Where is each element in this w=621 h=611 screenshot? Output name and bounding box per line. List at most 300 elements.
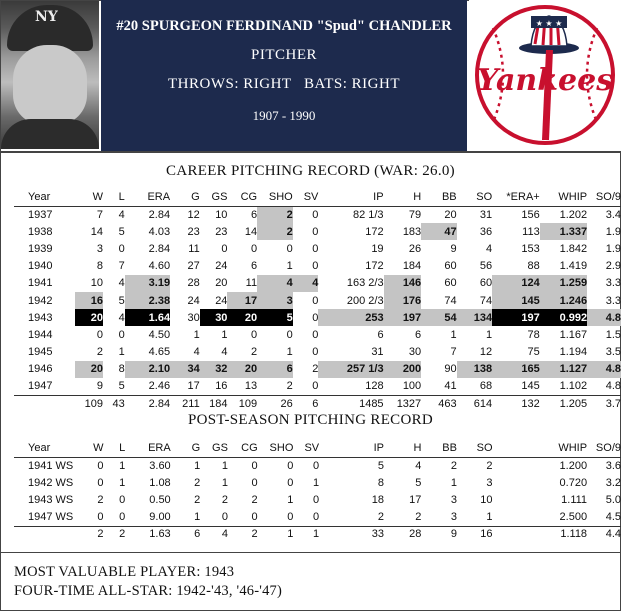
stat-cell: 200 — [384, 361, 422, 378]
table-row — [28, 292, 621, 309]
stat-cell: 27 — [187, 260, 200, 273]
stat-cell: 2 — [450, 459, 457, 472]
stat-cell: 75 — [527, 346, 540, 359]
stat-cell: 16 — [215, 380, 228, 393]
stat-cell: 0 — [251, 476, 258, 489]
stat-cell — [493, 457, 540, 474]
table-rule — [14, 395, 621, 396]
stat-cell: 165 — [492, 361, 540, 378]
stat-cell: 3 — [96, 242, 104, 255]
stat-cell: 1 — [221, 476, 228, 489]
svg-text:★ ★ ★: ★ ★ ★ — [535, 19, 563, 28]
stat-cell: 163 2/3 — [346, 277, 384, 290]
throws-bats: THROWS: RIGHT BATS: RIGHT — [168, 76, 400, 92]
stat-cell: 184 — [209, 397, 228, 410]
stat-cell: 2.84 — [148, 208, 171, 221]
stat-cell: 1 — [287, 493, 294, 506]
stat-cell: 1941 WS — [28, 459, 74, 472]
stat-cell: 9 — [450, 242, 457, 255]
postseason-title: POST-SEASON PITCHING RECORD — [187, 412, 434, 428]
stat-cell: 4.8 — [587, 361, 621, 378]
stat-cell: 16 — [480, 528, 493, 541]
stat-cell — [493, 474, 540, 491]
stat-cell: 4.65 — [148, 346, 171, 359]
stat-cell: 0 — [221, 511, 228, 524]
stat-cell: BB — [441, 191, 457, 203]
stat-cell — [493, 509, 540, 526]
logo-wordmark: Yankees — [476, 63, 614, 98]
stat-cell: 0 — [312, 311, 319, 324]
stat-cell: 2 — [486, 459, 493, 472]
stat-cell: 1 — [450, 476, 457, 489]
table-row — [28, 509, 621, 526]
stat-cell: 7 — [118, 260, 125, 273]
stat-cell: 138 — [457, 361, 492, 378]
stat-cell: 463 — [438, 397, 457, 410]
stat-cell: 5 — [415, 476, 422, 489]
card-header — [0, 0, 621, 151]
stat-cell: 0 — [97, 476, 104, 489]
stat-cell: 0 — [221, 242, 228, 255]
stat-cell: 7 — [96, 208, 104, 221]
stat-cell: 2 — [286, 380, 293, 393]
stat-cell: *ERA+ — [506, 191, 540, 203]
table-row — [28, 344, 621, 361]
stat-cell: 9 — [450, 528, 457, 541]
stat-cell: 28 — [409, 528, 422, 541]
stat-cell: 6 — [257, 361, 293, 378]
stat-cell: 5 — [118, 225, 125, 238]
stat-cell: 23 — [187, 225, 200, 238]
stat-cell: 8 — [118, 363, 125, 376]
stat-cell: 4 — [486, 242, 493, 255]
stat-cell: 2 — [119, 528, 126, 541]
stat-cell: 4 — [221, 346, 228, 359]
allstar-award: FOUR-TIME ALL-STAR: 1942-'43, '46-'47) — [14, 583, 283, 599]
stat-cell: 0 — [287, 511, 294, 524]
stat-cell: 1943 WS — [28, 493, 74, 506]
table-row — [28, 240, 621, 257]
stat-cell: 56 — [479, 260, 493, 273]
stat-cell: 23 — [215, 225, 228, 238]
stat-cell: 1.127 — [540, 361, 587, 378]
yankees-logo — [469, 0, 621, 151]
stat-cell: 2 — [377, 511, 384, 524]
stat-cell: 0 — [119, 511, 126, 524]
stat-cell: 5 — [118, 294, 125, 307]
stat-cell: 1.102 — [559, 380, 588, 393]
stat-cell: 200 2/3 — [346, 294, 384, 307]
stat-cell: 146 — [384, 275, 422, 292]
stat-cell: 2 — [221, 493, 228, 506]
stat-cell: G — [191, 191, 200, 203]
stat-cell: ERA — [147, 191, 171, 203]
stat-cell: 1 — [286, 346, 293, 359]
stat-cell: 4 — [415, 459, 422, 472]
stat-cell: 1.202 — [559, 208, 588, 221]
stat-cell: 2 — [251, 528, 258, 541]
stat-cell: 24 — [187, 294, 200, 307]
cap-logo: NY — [35, 9, 58, 25]
stat-cell: 1.167 — [559, 328, 588, 341]
stat-cell: 128 — [365, 380, 384, 393]
stat-cell — [493, 526, 540, 543]
stat-cell: 100 — [402, 380, 422, 393]
stat-cell: 1946 — [28, 363, 53, 376]
stat-cell: 172 — [365, 225, 384, 238]
stat-cell: 6 — [312, 397, 319, 410]
stat-cell: 0 — [312, 242, 319, 255]
career-table — [28, 188, 621, 412]
stat-cell: 10 — [480, 493, 493, 506]
stat-cell: 2.38 — [125, 292, 170, 309]
stat-cell: 4.5 — [605, 511, 621, 524]
stat-cell: 0 — [312, 260, 319, 273]
stat-cell: 1947 WS — [28, 511, 74, 524]
stat-cell: 11 — [188, 242, 200, 255]
footer — [14, 563, 282, 601]
stat-cell: 211 — [182, 397, 200, 410]
totals-row — [28, 526, 621, 543]
player-photo — [1, 1, 99, 149]
stat-cell: 6 — [250, 208, 258, 221]
stat-cell: 1.9 — [605, 242, 621, 255]
stat-cell: 1 — [450, 328, 457, 341]
stat-cell: 1939 — [28, 242, 53, 255]
stat-cell: 1.64 — [125, 309, 170, 326]
stat-cell: 10 — [90, 277, 104, 290]
table-rule — [14, 457, 621, 458]
stat-cell: WHIP — [558, 191, 588, 203]
stat-cell: 31 — [479, 208, 493, 221]
stat-cell: H — [413, 191, 422, 203]
stat-cell: 3.5 — [605, 346, 621, 359]
stat-cell: 60 — [479, 277, 493, 290]
stat-cell: 1 — [287, 528, 294, 541]
stat-cell: 1327 — [396, 397, 422, 410]
stat-cell: 9.00 — [149, 511, 171, 524]
stat-cell: 3.60 — [149, 459, 171, 472]
header-row — [28, 188, 621, 206]
stat-cell: 10 — [215, 208, 228, 221]
stat-cell: 124 — [492, 275, 540, 292]
stat-cell: 0 — [312, 225, 319, 238]
stat-cell: 24 — [215, 294, 228, 307]
stat-cell: 6 — [377, 328, 384, 341]
stat-cell: 20 — [75, 361, 103, 378]
stat-cell: 3.6 — [605, 459, 621, 472]
stat-cell: 1 — [486, 328, 493, 341]
stat-cell: 1.337 — [540, 223, 587, 240]
stat-cell: 1.118 — [560, 528, 588, 541]
stat-cell: 4.03 — [148, 225, 171, 238]
stat-cell: 11 — [245, 277, 258, 290]
stat-cell: W — [92, 191, 104, 203]
stat-cell: 1947 — [28, 380, 53, 393]
stat-cell: 14 — [90, 225, 104, 238]
stat-cell: 1 — [221, 328, 228, 341]
table-row — [28, 361, 621, 378]
stat-cell: 0 — [250, 242, 258, 255]
stat-cell — [28, 526, 76, 543]
stat-cell: 6 — [250, 260, 258, 273]
stat-cell: 0 — [313, 493, 320, 506]
stat-cell: 3.4 — [605, 208, 621, 221]
stat-cell: 74 — [444, 294, 457, 307]
stat-cell: 253 — [318, 309, 383, 326]
table-row — [28, 275, 621, 292]
stat-cell: SHO — [268, 191, 293, 203]
stat-cell: 0 — [312, 346, 319, 359]
stat-cell: 0 — [251, 511, 258, 524]
stat-cell: 3 — [450, 511, 457, 524]
stat-cell: 19 — [371, 242, 384, 255]
stat-cell: 1.194 — [559, 346, 588, 359]
stat-cell: 33 — [371, 528, 384, 541]
stat-cell: 2 — [312, 363, 319, 376]
stat-cell: 2.10 — [125, 361, 170, 378]
stat-cell — [493, 439, 540, 457]
stat-cell: 68 — [479, 380, 493, 393]
stat-cell: 1945 — [28, 346, 53, 359]
stat-cell: W — [93, 442, 104, 454]
stat-cell: 3 — [257, 292, 293, 309]
stat-cell: 17 — [409, 493, 422, 506]
stat-cell: 28 — [187, 277, 200, 290]
footer-divider — [0, 552, 621, 553]
stat-cell: 1485 — [359, 397, 384, 410]
stat-cell: 4.4 — [605, 528, 621, 541]
stat-cell: 0 — [97, 511, 104, 524]
stat-cell: 4 — [293, 275, 319, 292]
stat-cell: 82 1/3 — [352, 208, 384, 221]
stat-cell: 3.19 — [125, 275, 170, 292]
stat-cell: 1 — [118, 346, 125, 359]
stat-cell: 41 — [444, 380, 457, 393]
stat-cell: 2.46 — [148, 380, 171, 393]
stat-cell: CG — [240, 191, 258, 203]
table-row — [28, 326, 621, 343]
stat-cell: G — [191, 442, 201, 454]
stat-cell: IP — [373, 191, 384, 203]
table-row — [28, 474, 621, 491]
stat-cell: 16 — [75, 292, 103, 309]
stat-cell: GS — [211, 191, 228, 203]
stat-cell: 79 — [408, 208, 422, 221]
stat-cell: 0.992 — [540, 309, 587, 326]
stat-cell — [28, 395, 75, 412]
stat-cell: 1 — [194, 459, 201, 472]
stat-cell: 20 — [227, 309, 257, 326]
shirt-image — [1, 119, 99, 149]
stat-cell: L — [118, 191, 125, 203]
table-row — [28, 491, 621, 508]
stat-cell: 2.84 — [148, 397, 171, 410]
stat-cell: 31 — [371, 346, 384, 359]
stat-cell: 1.246 — [540, 292, 587, 309]
stat-cell: Year — [28, 191, 51, 203]
stat-cell: 1941 — [28, 277, 53, 290]
stat-cell: 1 — [313, 476, 320, 489]
stat-cell: WHIP — [558, 442, 588, 454]
stat-cell: IP — [373, 442, 384, 454]
stat-cell: 2 — [97, 493, 104, 506]
stat-cell: 12 — [187, 208, 200, 221]
stat-cell: 12 — [479, 346, 493, 359]
stat-cell: 1938 — [28, 225, 53, 238]
stat-cell: 47 — [421, 223, 456, 240]
stat-cell: 4 — [193, 346, 200, 359]
stat-cell: 54 — [421, 309, 456, 326]
stat-cell: 20 — [227, 361, 257, 378]
stat-cell: 78 — [527, 328, 540, 341]
stat-cell: 257 1/3 — [318, 361, 383, 378]
stat-cell: 2 — [96, 346, 104, 359]
stat-cell: 1 — [119, 476, 126, 489]
stat-cell: 0 — [312, 328, 319, 341]
stat-cell: 1 — [193, 328, 200, 341]
stat-cell: Year — [28, 442, 51, 454]
stat-cell: 153 — [521, 242, 540, 255]
stat-cell: 3.7 — [605, 397, 621, 410]
stat-cell: 145 — [521, 380, 540, 393]
stat-cell: 0 — [119, 493, 126, 506]
stat-cell: 14 — [244, 225, 258, 238]
stat-cell: 1 — [119, 459, 126, 472]
stat-cell: 1937 — [28, 208, 53, 221]
table-rule — [14, 206, 621, 207]
stat-cell: 0 — [313, 511, 320, 524]
table-row — [28, 309, 621, 326]
stat-cell: 20 — [444, 208, 457, 221]
table-row — [28, 378, 621, 395]
stat-cell: 2.84 — [148, 242, 171, 255]
stat-cell: 9 — [96, 380, 104, 393]
stat-cell: 0 — [250, 328, 258, 341]
stat-cell: 7 — [450, 346, 457, 359]
stat-cell: 197 — [384, 309, 422, 326]
stat-cell: 4 — [221, 528, 228, 541]
stat-cell: 1.08 — [149, 476, 171, 489]
stat-cell: H — [413, 442, 422, 454]
stat-cell: SV — [303, 191, 319, 203]
stat-cell: 183 — [402, 225, 422, 238]
stat-cell: 1.842 — [559, 242, 588, 255]
stat-cell: 109 — [84, 397, 104, 410]
stat-cell: 1940 — [28, 260, 53, 273]
stat-cell: 2 — [194, 493, 201, 506]
stat-cell: 0 — [118, 242, 125, 255]
stat-cell: 90 — [444, 363, 457, 376]
stat-cell: 4 — [118, 311, 125, 324]
stat-cell: SHO — [269, 442, 294, 454]
table-row — [28, 206, 621, 223]
stat-cell: 5 — [118, 380, 125, 393]
stat-cell: 30 — [408, 346, 422, 359]
stat-cell: CG — [241, 442, 258, 454]
stat-cell: 1.9 — [605, 225, 621, 238]
stat-cell: ERA — [148, 442, 171, 454]
mvp-award: MOST VALUABLE PLAYER: 1943 — [14, 564, 235, 580]
table-row — [28, 258, 621, 275]
stat-cell: 2 — [257, 206, 293, 223]
stat-cell: 4.8 — [605, 380, 621, 393]
stat-cell: 614 — [473, 397, 493, 410]
career-title: CAREER PITCHING RECORD (WAR: 26.0) — [166, 163, 455, 179]
stat-cell: 0 — [287, 459, 294, 472]
stat-cell: 32 — [200, 361, 228, 378]
stat-cell: 6 — [415, 328, 422, 341]
stat-cell: 17 — [187, 380, 200, 393]
face-image — [13, 45, 87, 125]
stat-cell: 3.2 — [605, 476, 621, 489]
stat-cell: 1 — [313, 528, 320, 541]
stat-cell: 8 — [377, 476, 384, 489]
stat-cell: 88 — [527, 260, 540, 273]
stat-cell: 18 — [371, 493, 384, 506]
stat-cell: 2.500 — [559, 511, 588, 524]
stat-cell: 176 — [384, 292, 422, 309]
stat-cell: 0 — [313, 459, 320, 472]
stat-cell: 4.50 — [148, 328, 171, 341]
stat-cell: 113 — [522, 225, 540, 238]
stat-cell: 34 — [170, 361, 200, 378]
stat-cell: 3 — [486, 476, 493, 489]
header-row — [28, 439, 621, 457]
stat-cell: 0 — [312, 380, 319, 393]
stat-cell: 5.0 — [605, 493, 621, 506]
stat-cell: 145 — [492, 292, 540, 309]
stat-cell: 4 — [118, 277, 125, 290]
postseason-table — [28, 439, 621, 543]
stat-cell: 30 — [200, 309, 228, 326]
stat-cell: 36 — [479, 225, 493, 238]
player-banner — [101, 0, 467, 151]
stat-cell: 26 — [408, 242, 422, 255]
stat-cell: 2 — [97, 528, 104, 541]
stat-cell: 3.3 — [605, 277, 621, 290]
stat-cell: 17 — [227, 292, 257, 309]
stat-cell: 134 — [457, 309, 492, 326]
stat-cell: 172 — [365, 260, 384, 273]
stat-cell: 197 — [492, 309, 540, 326]
stat-cell: 2 — [251, 493, 258, 506]
stat-cell: 20 — [75, 309, 103, 326]
stat-cell: 1944 — [28, 328, 53, 341]
stat-cell: 43 — [112, 397, 125, 410]
stat-cell: 3.3 — [605, 294, 621, 307]
stat-cell: 156 — [521, 208, 540, 221]
stat-cell: 0 — [118, 328, 125, 341]
stat-cell: 74 — [479, 294, 493, 307]
stat-cell: 1.111 — [561, 493, 588, 506]
stat-cell: 4.60 — [148, 260, 171, 273]
yankees-logo-icon — [469, 0, 621, 151]
life-years: 1907 - 1990 — [252, 108, 316, 123]
stat-cell: 5 — [257, 309, 293, 326]
stat-cell: L — [119, 442, 126, 454]
stat-cell: SO/9 — [595, 191, 621, 203]
stat-cell: 13 — [244, 380, 258, 393]
stat-cell: BB — [442, 442, 457, 454]
stat-cell: 2 — [194, 476, 201, 489]
stat-cell: 1942 — [28, 294, 53, 307]
stat-cell: 20 — [215, 277, 228, 290]
table-row — [28, 457, 621, 474]
stat-cell: 1.259 — [540, 275, 587, 292]
stat-cell: SO — [476, 442, 493, 454]
stat-cell: 26 — [280, 397, 293, 410]
